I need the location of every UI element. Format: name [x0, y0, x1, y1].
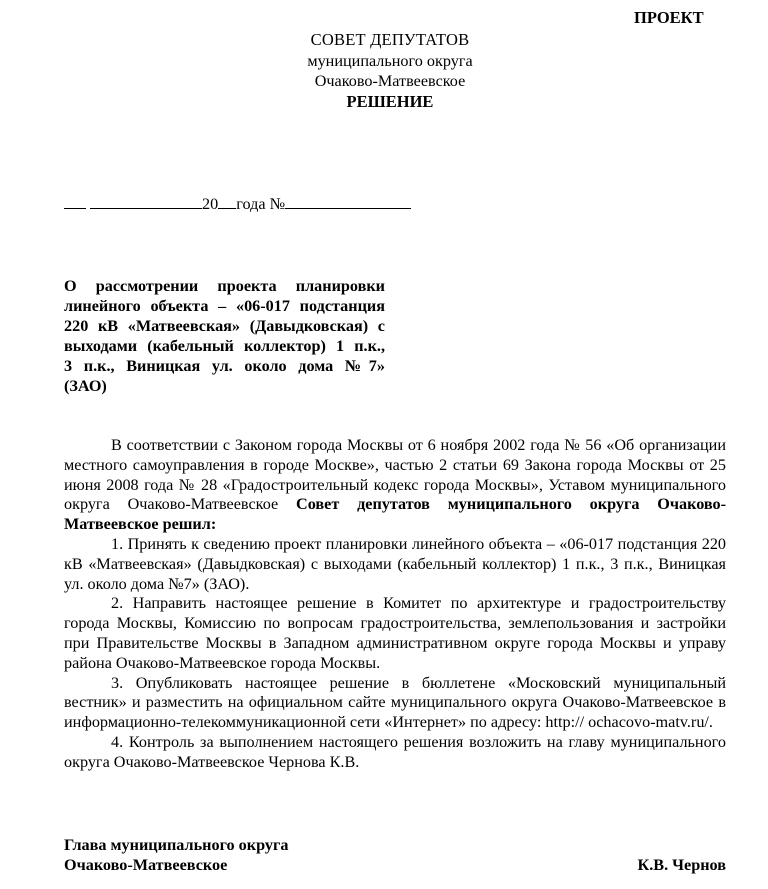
- signatory-title-line1: Глава муниципального округа: [64, 836, 289, 854]
- item-2: 2. Направить настоящее решение в Комитет по архитектуре и градостроительству города Москвы, Комиссию по вопросам градостроительства, землепользования и застройки при Правительстве Москвы в Западном административном округе города Москвы и управу района Очаково-Матвеевское города Москвы.: [64, 594, 726, 672]
- subject-line: О рассмотрении проекта планировки: [64, 277, 385, 295]
- draft-stamp: ПРОЕКТ: [634, 8, 704, 27]
- year-blank: [218, 193, 236, 209]
- decision-title: РЕШЕНИЕ: [346, 91, 434, 111]
- document-body: [64, 436, 726, 773]
- council-title: СОВЕТ ДЕПУТАТОВ: [310, 30, 470, 49]
- item-1: 1. Принять к сведению проект планировки линейного объекта – «06-017 подстанция 220 кВ «Матвеевская» (Давыдковская) с выходами (кабельный коллектор) 1 п.к., 3 п.к., Виницкая ул. около дома №7» (ЗАО).: [64, 534, 726, 593]
- subject-line: выходами (кабельный коллектор) 1 п.к.,: [64, 337, 385, 355]
- subject-line: 3 п.к., Виницкая ул. около дома №7»: [64, 357, 385, 375]
- year-label: года №: [236, 195, 286, 213]
- month-blank: [90, 193, 202, 209]
- subject-line: 220 кВ «Матвеевская» (Давыдковская) с: [64, 317, 385, 335]
- council-subtitle: муниципального округа: [307, 51, 473, 70]
- signature-block: [64, 836, 726, 876]
- item-3: 3. Опубликовать настоящее решение в бюллетене «Московский муниципальный вестник» и разместить на официальном сайте муниципального округа Очаково-Матвеевское в информационно-телекоммуникационной сети «Интернет» по адресу: http:// ochacovo-matv.ru/.: [64, 673, 726, 732]
- document-header: [0, 30, 768, 112]
- subject-line: (ЗАО): [64, 377, 107, 395]
- preamble-paragraph: [64, 436, 726, 535]
- number-blank: [285, 193, 411, 209]
- year-prefix: 20: [202, 195, 219, 213]
- subject-line: линейного объекта – «06-017 подстанция: [64, 297, 385, 315]
- day-blank: [64, 193, 86, 209]
- preamble-text: В соответствии с Законом города Москвы от 6 ноября 2002 года № 56 «Об организации местного самоуправления в городе Москве», частью 2 статьи 69 Закона города Москвы от 25 июня 2008 года № 28 «Градостроительный кодекс города Москвы», Уставом муниципального округа Очаково-Матвеевское: [64, 436, 726, 514]
- district-name: Очаково-Матвеевское: [314, 72, 466, 90]
- signatory-title-line2: Очаково-Матвеевское: [64, 855, 228, 874]
- item-4: 4. Контроль за выполнением настоящего решения возложить на главу муниципального округа Очаково-Матвеевское Чернова К.В.: [64, 732, 726, 771]
- signatory-name: К.В. Чернов: [637, 855, 726, 874]
- date-number-line: [64, 193, 411, 215]
- decision-subject: [64, 276, 385, 396]
- preamble-resolution: Совет депутатов муниципального округа Очаково-Матвеевское решил:: [64, 495, 727, 534]
